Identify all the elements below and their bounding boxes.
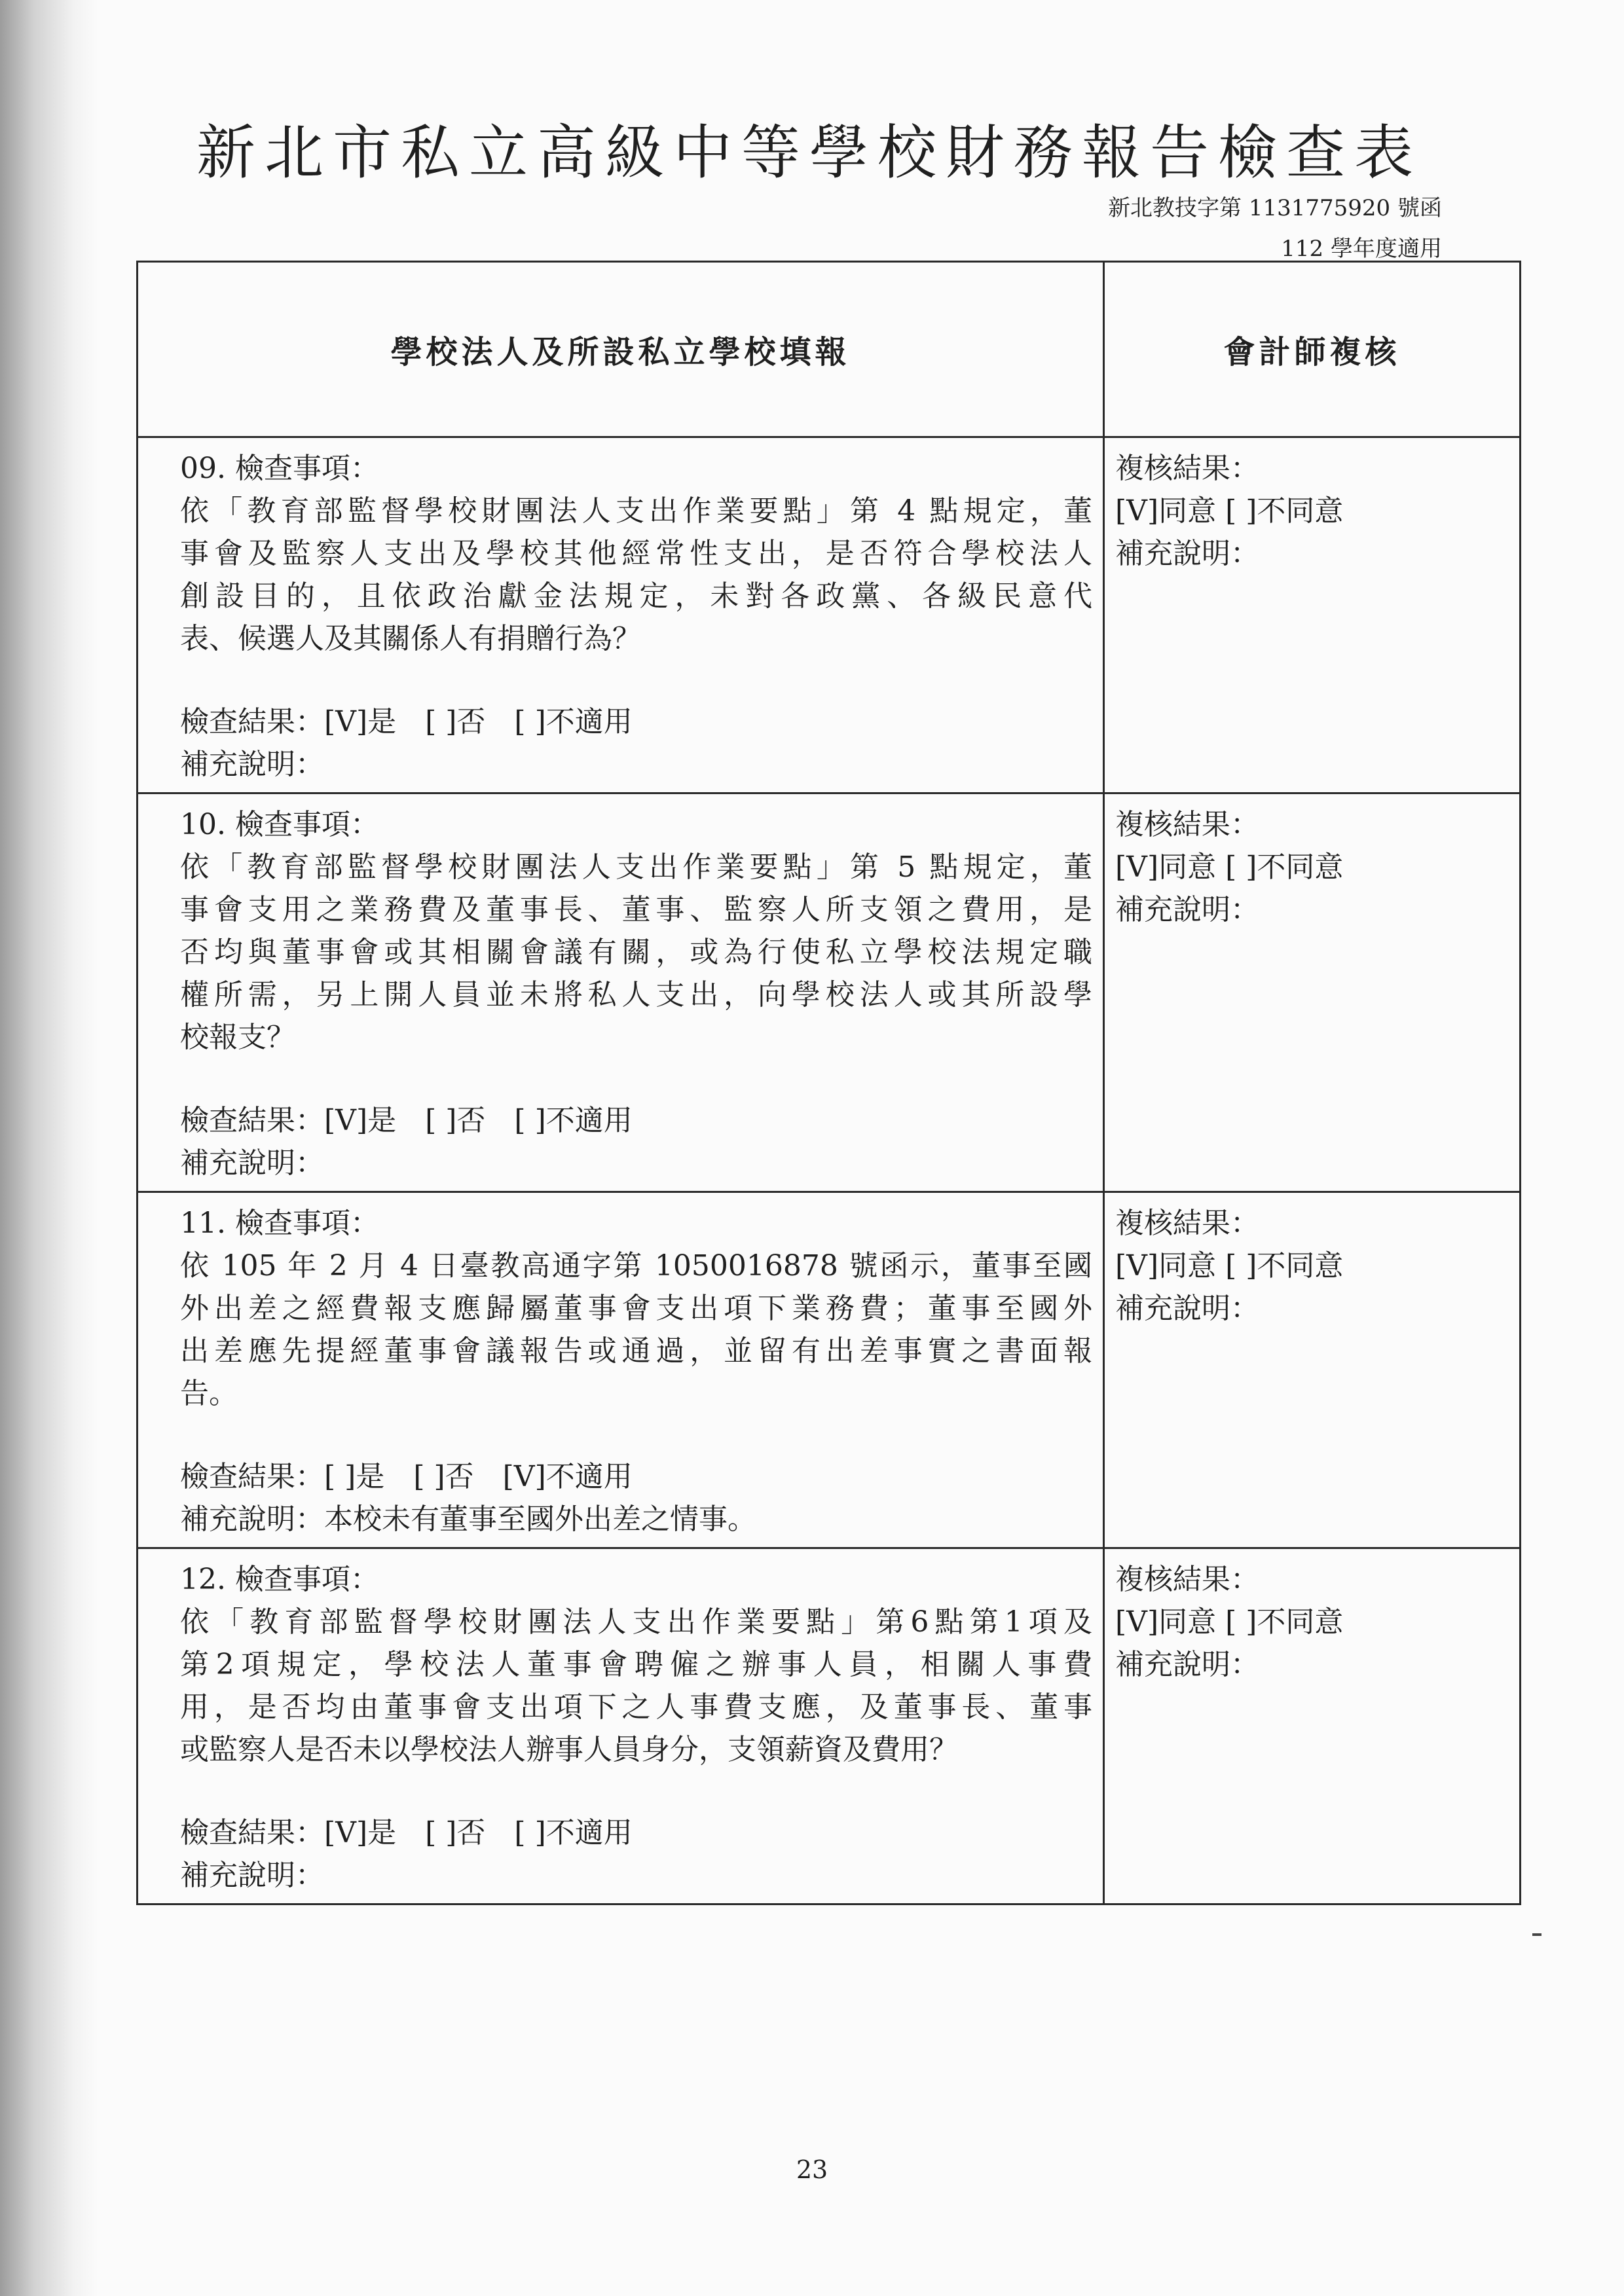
- check-item-text-line: 第2項規定，學校法人董事會聘僱之辦事人員，相關人事費: [180, 1648, 1092, 1681]
- auditor-review-header: 會計師複核: [1104, 262, 1521, 437]
- checklist-item-row: [138, 437, 1521, 793]
- review-cell: [1104, 793, 1521, 1192]
- check-item-cell: [138, 793, 1104, 1192]
- check-item-heading: 11. 檢查事項：: [180, 1207, 379, 1240]
- spacer: [180, 1771, 1092, 1812]
- check-item-cell: [138, 1192, 1104, 1548]
- review-cell: [1104, 437, 1521, 793]
- check-item-text-line: 依「教育部監督學校財團法人支出作業要點」第 4 點規定，董: [180, 494, 1092, 528]
- check-item-text-line: 告。: [180, 1377, 238, 1410]
- page-title: 新北市私立高級中等學校財務報告檢查表: [196, 118, 1422, 187]
- school-report-header: 學校法人及所設私立學校填報: [138, 262, 1104, 437]
- check-item-text-line: 依「教育部監督學校財團法人支出作業要點」第 5 點規定，董: [180, 850, 1092, 884]
- check-item-text-line: 校報支？: [180, 1021, 295, 1054]
- spacer: [180, 1059, 1092, 1099]
- review-options: [V]同意 [ ]不同意: [1115, 494, 1344, 528]
- review-cell: [1104, 1192, 1521, 1548]
- review-result-label: 複核結果：: [1115, 808, 1259, 841]
- check-item-text-line: 權所需，另上開人員並未將私人支出，向學校法人或其所設學: [180, 978, 1092, 1011]
- reference-number: 新北教技字第 1131775920 號函: [1108, 195, 1442, 221]
- review-cell: [1104, 1548, 1521, 1904]
- scan-artifact-mark: [1532, 1933, 1541, 1936]
- review-note-label: 補充說明：: [1115, 1292, 1259, 1325]
- review-options: [V]同意 [ ]不同意: [1115, 1249, 1344, 1283]
- review-note-label: 補充說明：: [1115, 893, 1259, 926]
- check-result: 檢查結果：[ ]是 [ ]否 [V]不適用: [180, 1460, 633, 1493]
- check-item-heading: 09. 檢查事項：: [180, 452, 379, 485]
- review-result-label: 複核結果：: [1115, 1563, 1259, 1596]
- supplementary-note: 補充說明：: [180, 748, 324, 781]
- review-note-label: 補充說明：: [1115, 1648, 1259, 1681]
- review-options: [V]同意 [ ]不同意: [1115, 1605, 1344, 1639]
- academic-year: 112 學年度適用: [1281, 236, 1442, 262]
- check-item-text-line: 依 105 年 2 月 4 日臺教高通字第 1050016878 號函示，董事至國: [180, 1249, 1092, 1283]
- checklist-item-row: [138, 1192, 1521, 1548]
- checklist-item-row: [138, 793, 1521, 1192]
- review-result-label: 複核結果：: [1115, 452, 1259, 485]
- checklist-table: [136, 261, 1521, 1905]
- supplementary-note: 補充說明：本校未有董事至國外出差之情事。: [180, 1503, 756, 1536]
- check-item-text-line: 事會支用之業務費及董事長、董事、監察人所支領之費用，是: [180, 893, 1092, 926]
- check-item-text-line: 事會及監察人支出及學校其他經常性支出，是否符合學校法人: [180, 537, 1092, 570]
- check-result: 檢查結果：[V]是 [ ]否 [ ]不適用: [180, 1816, 633, 1850]
- review-result-label: 複核結果：: [1115, 1207, 1259, 1240]
- check-result: 檢查結果：[V]是 [ ]否 [ ]不適用: [180, 1104, 633, 1137]
- check-item-cell: [138, 1548, 1104, 1904]
- scan-binding-shadow: [0, 0, 98, 2296]
- table-header-row: [138, 262, 1521, 437]
- supplementary-note: 補充說明：: [180, 1859, 324, 1892]
- supplementary-note: 補充說明：: [180, 1146, 324, 1180]
- page-number: 23: [796, 2155, 828, 2184]
- check-item-text-line: 用，是否均由董事會支出項下之人事費支應，及董事長、董事: [180, 1690, 1092, 1724]
- check-item-text-line: 或監察人是否未以學校法人辦事人員身分，支領薪資及費用？: [180, 1733, 958, 1766]
- check-item-heading: 10. 檢查事項：: [180, 808, 379, 841]
- spacer: [180, 660, 1092, 701]
- check-item-text-line: 表、候選人及其關係人有捐贈行為？: [180, 622, 641, 655]
- check-item-cell: [138, 437, 1104, 793]
- review-options: [V]同意 [ ]不同意: [1115, 850, 1344, 884]
- checklist-item-row: [138, 1548, 1521, 1904]
- check-item-text-line: 創設目的，且依政治獻金法規定，未對各政黨、各級民意代: [180, 579, 1092, 613]
- check-item-text-line: 依「教育部監督學校財團法人支出作業要點」第6點第1項及: [180, 1605, 1092, 1639]
- spacer: [180, 1415, 1092, 1455]
- check-item-text-line: 出差應先提經董事會議報告或通過，並留有出差事實之書面報: [180, 1334, 1092, 1368]
- check-item-text-line: 否均與董事會或其相關會議有關，或為行使私立學校法規定職: [180, 936, 1092, 969]
- check-result: 檢查結果：[V]是 [ ]否 [ ]不適用: [180, 705, 633, 738]
- review-note-label: 補充說明：: [1115, 537, 1259, 570]
- check-item-text-line: 外出差之經費報支應歸屬董事會支出項下業務費；董事至國外: [180, 1292, 1092, 1325]
- check-item-heading: 12. 檢查事項：: [180, 1563, 379, 1596]
